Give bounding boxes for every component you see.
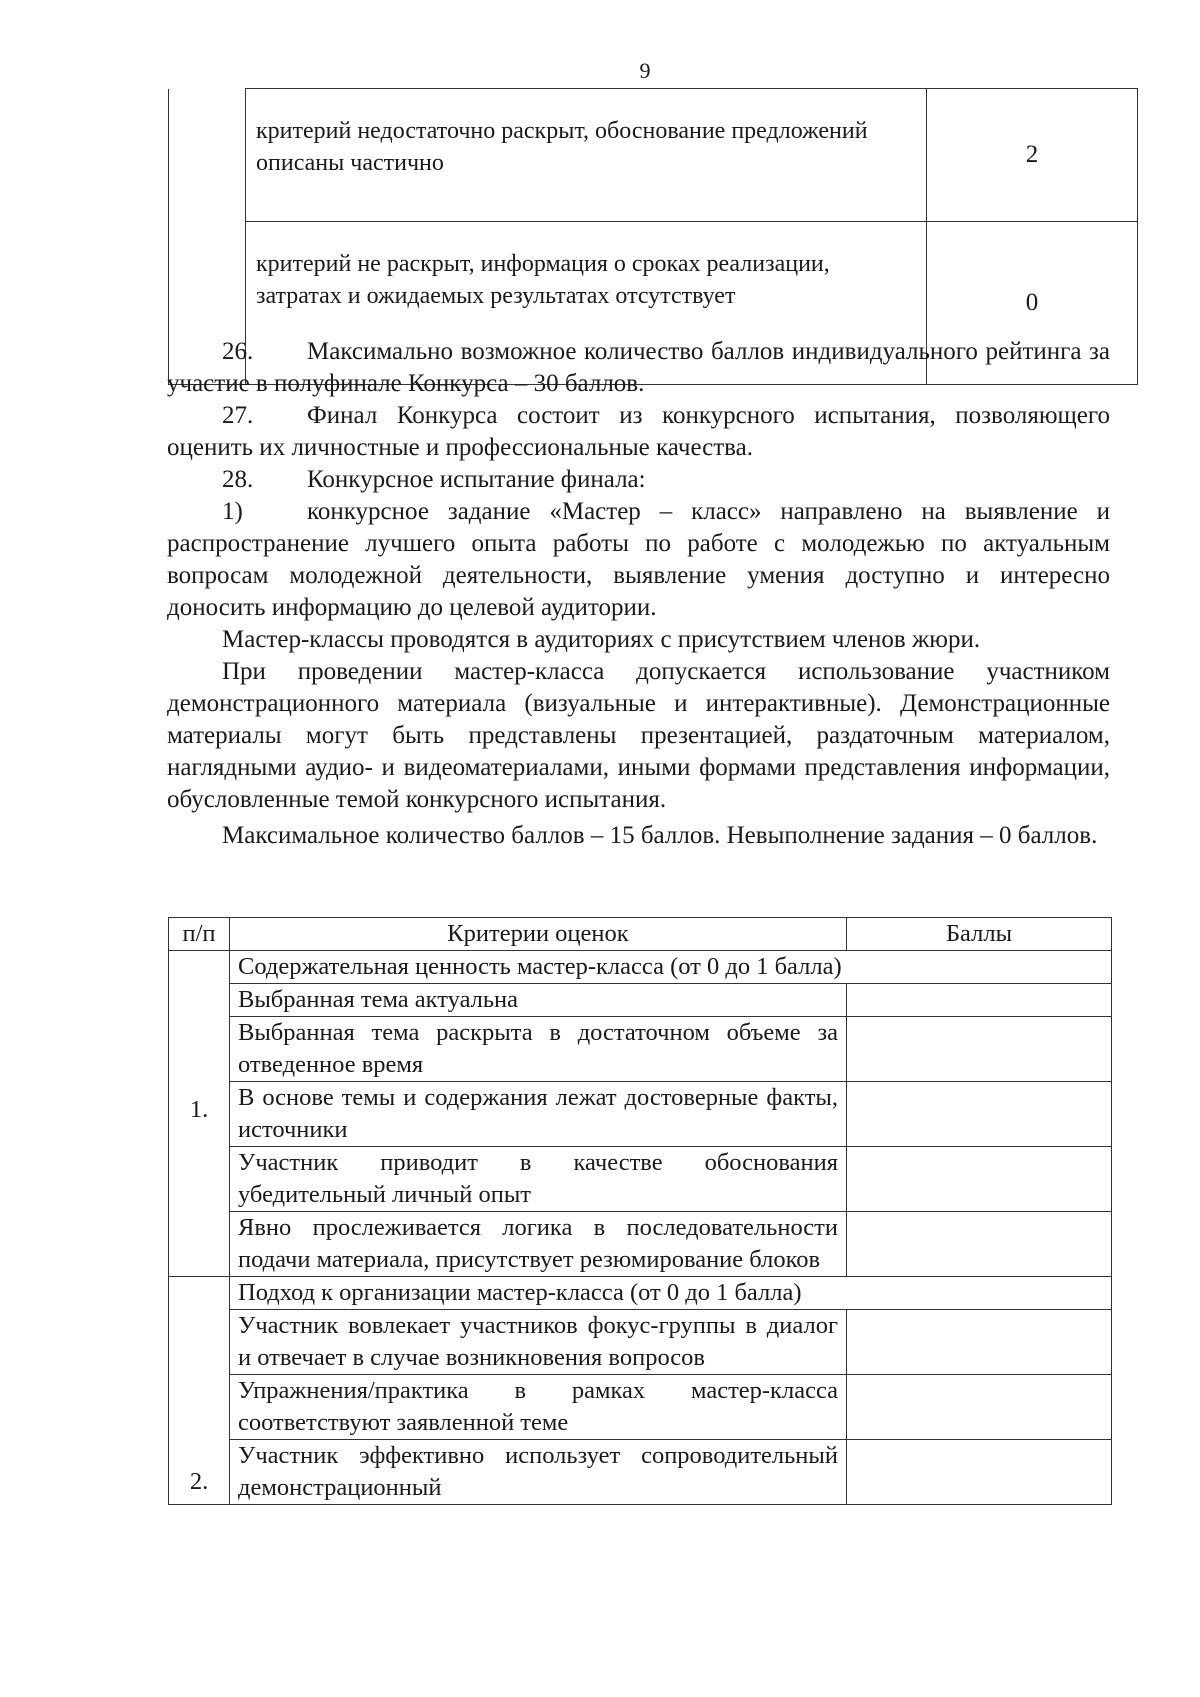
paragraph-text: Конкурсное испытание финала: xyxy=(307,466,646,493)
paragraph-master-classes: Мастер-классы проводятся в аудиториях с присутствием членов жюри. xyxy=(222,626,981,653)
points-cell xyxy=(847,1147,1112,1212)
paragraph-number: 26. xyxy=(222,338,254,365)
section-number: 1. xyxy=(169,951,230,1277)
table-row xyxy=(169,89,1138,222)
criterion-cell: Явно прослеживается логика в последовательности подачи материала, присутствует резюмирование блоков xyxy=(230,1212,847,1277)
points-cell xyxy=(847,1017,1112,1082)
criterion-cell: критерий недостаточно раскрыт, обоснование предложений описаны частично xyxy=(246,89,927,222)
document-body xyxy=(167,336,1110,852)
paragraph-number: 28. xyxy=(222,466,254,493)
criterion-cell: Выбранная тема раскрыта в достаточном объеме за отведенное время xyxy=(230,1017,847,1082)
table-row xyxy=(169,1375,1112,1440)
page-number: 9 xyxy=(639,58,651,83)
table-row xyxy=(169,1277,1112,1310)
criterion-cell: Участник эффективно использует сопроводительный демонстрационный xyxy=(230,1440,847,1505)
points-cell xyxy=(847,1375,1112,1440)
points-cell xyxy=(847,984,1112,1017)
paragraph-28 xyxy=(167,464,1110,496)
points-cell xyxy=(847,1212,1112,1277)
paragraph-demo-materials: При проведении мастер-класса допускается использование участником демонстрационного материала (визуальные и интерактивные). Демонстрационные материалы могут быть представлены презентацией, раздаточным материалом, наглядными аудио- и видеоматериалами, иными формами представления информации, обусловленные темой конкурсного испытания. xyxy=(167,658,1110,813)
paragraph-1 xyxy=(167,496,1110,624)
points-cell xyxy=(847,1310,1112,1375)
paragraph-number: 1) xyxy=(222,498,243,525)
table-row xyxy=(169,1212,1112,1277)
header-criteria: Критерии оценок xyxy=(230,918,847,951)
points-cell xyxy=(847,1440,1112,1505)
table-row xyxy=(169,1082,1112,1147)
paragraph-text: конкурсное задание «Мастер – класс» направлено на выявление и распространение лучшего опыта работы по работе с молодежью по актуальным вопросам молодежной деятельности, выявление умения доступно и интересно доносить информацию до целевой аудитории. xyxy=(167,498,1110,621)
table-row xyxy=(169,1147,1112,1212)
table-row xyxy=(169,1310,1112,1375)
table-row xyxy=(169,1440,1112,1505)
criterion-cell: Участник приводит в качестве обоснования убедительный личный опыт xyxy=(230,1147,847,1212)
paragraph-number: 27. xyxy=(222,402,254,429)
table-row xyxy=(169,984,1112,1017)
points-cell xyxy=(847,1082,1112,1147)
table-header-row xyxy=(169,918,1112,951)
paragraph-26 xyxy=(167,336,1110,400)
paragraph-max-score: Максимальное количество баллов – 15 баллов. Невыполнение задания – 0 баллов. xyxy=(222,822,1098,849)
section-title: Подход к организации мастер-класса (от 0 до 1 балла) xyxy=(230,1277,1112,1310)
scoring-table xyxy=(168,917,1112,1505)
criterion-cell: Участник вовлекает участников фокус-группы в диалог и отвечает в случае возникновения вопросов xyxy=(230,1310,847,1375)
paragraph-text: Максимально возможное количество баллов индивидуального рейтинга за участие в полуфинале Конкурса – 30 баллов. xyxy=(167,338,1110,397)
table-row xyxy=(169,1017,1112,1082)
table-row xyxy=(169,951,1112,984)
criterion-cell: Выбранная тема актуальна xyxy=(230,984,847,1017)
paragraph-27 xyxy=(167,400,1110,464)
criterion-cell: Упражнения/практика в рамках мастер-класса соответствуют заявленной теме xyxy=(230,1375,847,1440)
paragraph-text: Финал Конкурса состоит из конкурсного испытания, позволяющего оценить их личностные и профессиональные качества. xyxy=(167,402,1110,461)
points-cell: 0 xyxy=(927,222,1138,385)
section-title: Содержательная ценность мастер-класса (от 0 до 1 балла) xyxy=(230,951,1112,984)
section-number: 2. xyxy=(169,1277,230,1505)
criterion-cell: критерий не раскрыт, информация о сроках реализации, затратах и ожидаемых результатах отсутствует xyxy=(246,222,927,385)
header-num: п/п xyxy=(169,918,230,951)
header-points: Баллы xyxy=(847,918,1112,951)
criterion-cell: В основе темы и содержания лежат достоверные факты, источники xyxy=(230,1082,847,1147)
points-cell: 2 xyxy=(927,89,1138,222)
